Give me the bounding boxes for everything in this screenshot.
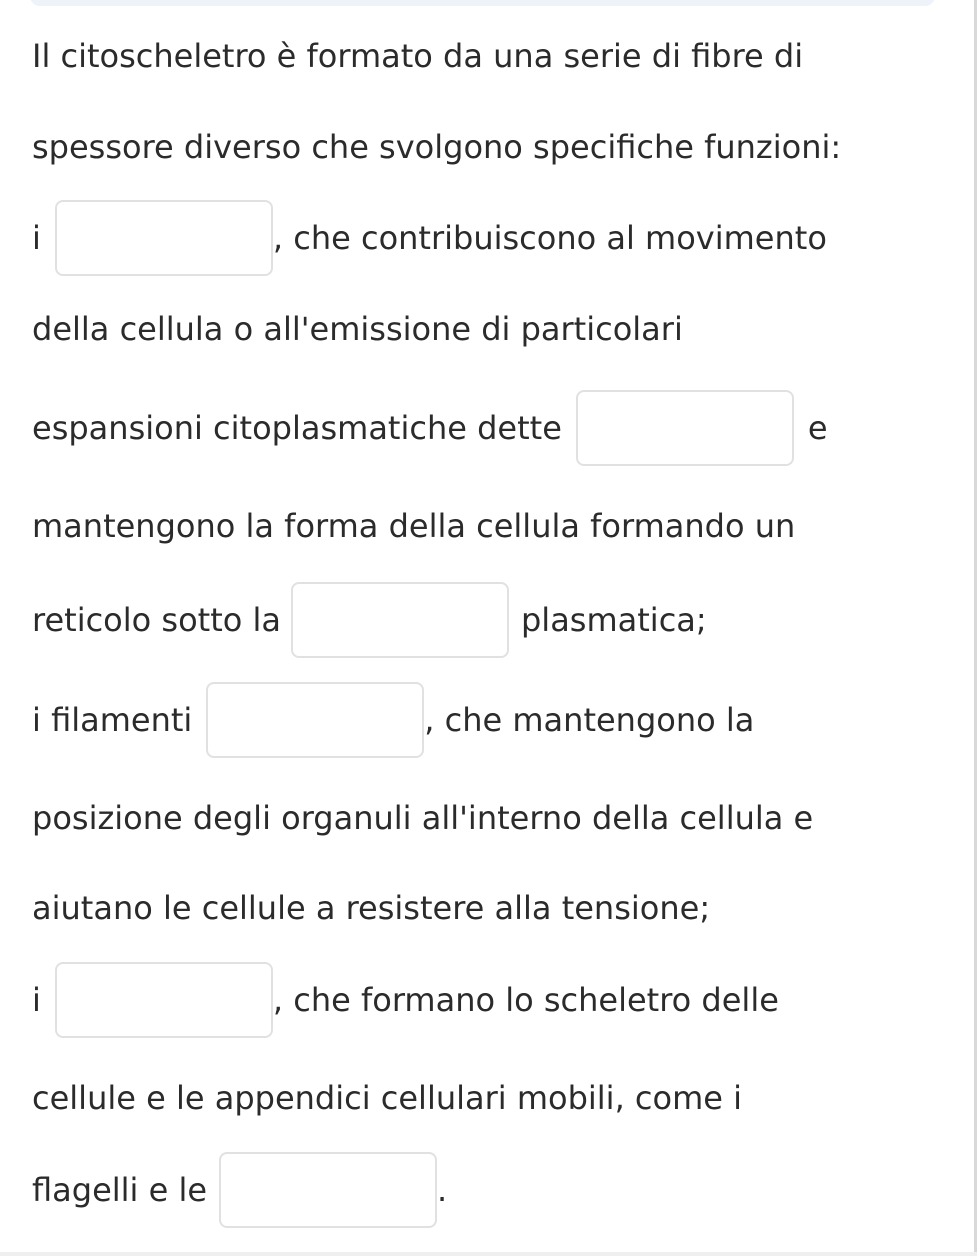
text-line-8 bbox=[32, 680, 754, 760]
bottom-edge bbox=[0, 1252, 977, 1256]
text: i bbox=[32, 219, 41, 257]
text-line-6 bbox=[32, 486, 795, 566]
text: flagelli e le bbox=[32, 1171, 208, 1209]
text: Il citoscheletro è formato da una serie di fibre di bbox=[32, 37, 804, 75]
text-line-11 bbox=[32, 960, 779, 1040]
answer-blank-4[interactable] bbox=[206, 682, 424, 758]
text-line-10 bbox=[32, 868, 710, 948]
text: , che formano lo scheletro delle bbox=[272, 981, 779, 1019]
text: posizione degli organuli all'interno della cellula e bbox=[32, 799, 814, 837]
text: i bbox=[32, 981, 41, 1019]
answer-blank-6[interactable] bbox=[219, 1152, 437, 1228]
top-bar bbox=[30, 0, 935, 6]
text: della cellula o all'emissione di particolari bbox=[32, 310, 683, 348]
text-line-5 bbox=[32, 388, 828, 468]
answer-blank-3[interactable] bbox=[291, 582, 509, 658]
text-line-9 bbox=[32, 778, 813, 858]
text: spessore diverso che svolgono specifiche funzioni: bbox=[32, 128, 842, 166]
text-line-3 bbox=[32, 198, 827, 278]
text-line-12 bbox=[32, 1058, 742, 1138]
text: espansioni citoplasmatiche dette bbox=[32, 409, 562, 447]
answer-blank-1[interactable] bbox=[55, 200, 273, 276]
text-line-7 bbox=[32, 580, 707, 660]
text: . bbox=[437, 1171, 448, 1209]
text: reticolo sotto la bbox=[32, 601, 281, 639]
text: mantengono la forma della cellula formando un bbox=[32, 507, 796, 545]
text: , che mantengono la bbox=[424, 701, 755, 739]
text: i filamenti bbox=[32, 701, 193, 739]
text-line-2 bbox=[32, 107, 841, 187]
text: e bbox=[807, 409, 828, 447]
text: aiutano le cellule a resistere alla tensione; bbox=[32, 889, 711, 927]
text-line-4 bbox=[32, 289, 683, 369]
text-line-1 bbox=[32, 16, 803, 96]
answer-blank-5[interactable] bbox=[55, 962, 273, 1038]
answer-blank-2[interactable] bbox=[576, 390, 794, 466]
text: , che contribuiscono al movimento bbox=[272, 219, 827, 257]
text: plasmatica; bbox=[520, 601, 707, 639]
text-line-13 bbox=[32, 1150, 447, 1230]
text: cellule e le appendici cellulari mobili, come i bbox=[32, 1079, 742, 1117]
